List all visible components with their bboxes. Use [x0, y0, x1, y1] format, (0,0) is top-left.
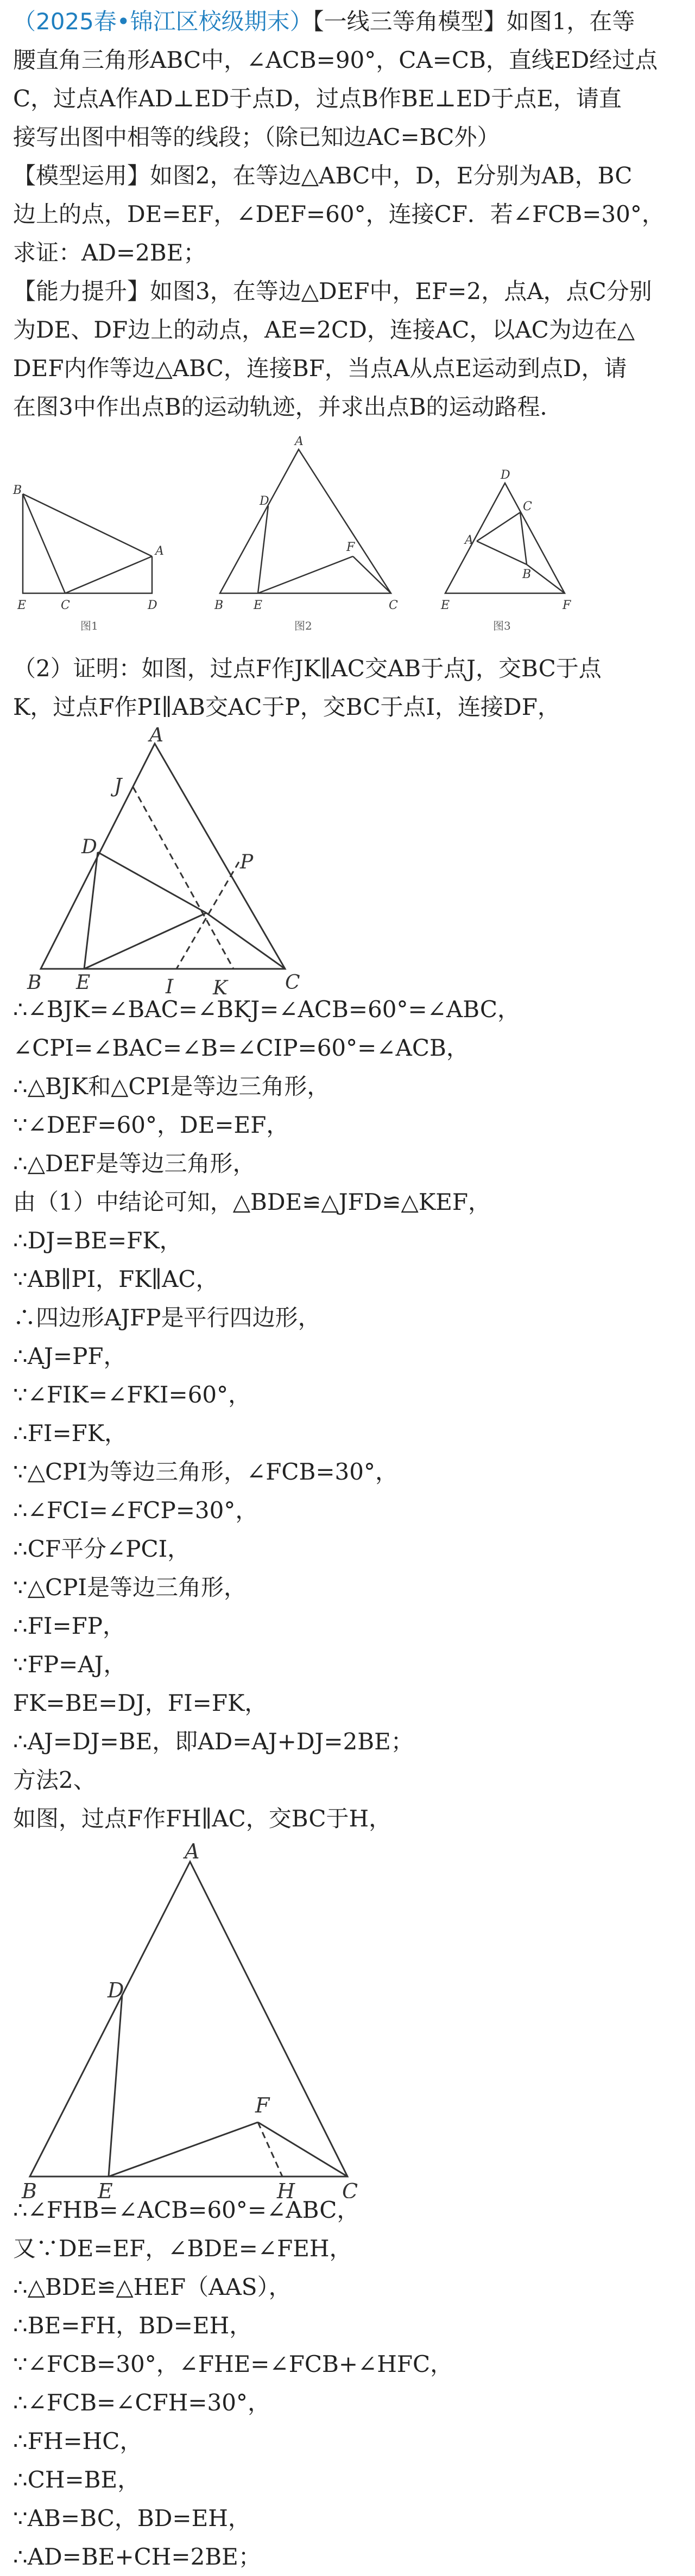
fig4-label-i: I [166, 976, 174, 998]
figure-4 [11, 727, 315, 999]
solution-step: ∵∠FIK=∠FKI=60°， [13, 1381, 251, 1408]
fig5-label-d: D [108, 1978, 124, 2002]
solution-step: ∠CPI=∠BAC=∠B=∠CIP=60°=∠ACB， [13, 1035, 469, 1061]
problem-line-10: DEF内作等边△ABC，连接BF，当点A从点E运动到点D，请 [13, 355, 627, 382]
solution-step: ∴FI=FK， [13, 1420, 128, 1446]
fig2-label-a: A [295, 435, 304, 448]
fig1-bc [23, 494, 65, 593]
fig4-label-p: P [240, 851, 254, 873]
solution-step: ∴∠FCI=∠FCP=30°， [13, 1497, 258, 1524]
fig3-label-a: A [465, 534, 473, 547]
fig3-label-b: B [522, 568, 532, 581]
solution-step: ∴△DEF是等边三角形， [13, 1150, 256, 1177]
solution-step: 如图，过点F作FH∥AC，交BC于H， [13, 1805, 392, 1832]
fig4-line-jk [133, 787, 233, 969]
fig4-label-e: E [76, 972, 91, 994]
problem-line-1 [13, 2, 665, 41]
fig1-ca [65, 556, 152, 593]
fig5-label-c: C [342, 2179, 358, 2198]
solution-step: ∴∠FHB=∠ACB=60°=∠ABC， [13, 2197, 360, 2223]
fig4-ef [84, 913, 206, 969]
solution-intro-2: K，过点F作PI∥AB交AC于P，交BC于点I，连接DF， [13, 694, 560, 720]
fig3-caption: 图3 [493, 619, 511, 632]
fig4-line-pi [176, 862, 239, 969]
fig4-label-b: B [27, 972, 42, 994]
fig3-bf [527, 564, 565, 593]
fig4-label-d: D [81, 836, 97, 858]
solution-step: ∴AJ=PF， [13, 1343, 127, 1369]
fig2-ef [258, 556, 353, 593]
problem-line-7: 求证：AD=2BE； [13, 239, 206, 266]
solution-step: ∴DJ=BE=FK， [13, 1227, 182, 1254]
fig3-triangle-def [445, 483, 565, 593]
fig4-label-k: K [213, 977, 228, 999]
solution-step: ∵AB∥PI，FK∥AC， [13, 1266, 219, 1292]
fig5-label-e: E [98, 2179, 113, 2198]
problem-line-6: 边上的点，DE=EF，∠DEF=60°，连接CF．若∠FCB=30°， [13, 201, 665, 227]
problem-line-11: 在图3中作出点B的运动轨迹，并求出点B的运动路程． [13, 394, 563, 420]
solution-step: ∴CH=BE， [13, 2466, 141, 2493]
solution-step: ∴四边形AJFP是平行四边形， [13, 1304, 321, 1331]
fig3-label-f: F [563, 599, 571, 612]
fig1-ba [23, 494, 152, 556]
solution-step: ∵AB=BC，BD=EH， [13, 2505, 251, 2531]
solution-step: FK=BE=DJ，FI=FK， [13, 1690, 268, 1716]
source-tag: （2025春•锦江区校级期末） [13, 8, 313, 35]
fig4-label-j: J [114, 775, 122, 797]
fig5-label-b: B [22, 2179, 37, 2198]
fig3-label-e: E [441, 599, 450, 612]
fig3-label-d: D [501, 468, 510, 482]
fig3-ab [477, 541, 527, 564]
fig2-label-d: D [260, 494, 269, 508]
figures-1-3 [11, 434, 690, 640]
fig1-label-b: B [13, 484, 22, 497]
fig1-label-a: A [155, 544, 164, 558]
fig2-label-b: B [214, 599, 224, 612]
solution-step: ∴∠FCB=∠CFH=30°， [13, 2389, 270, 2416]
fig5-label-h: H [277, 2179, 295, 2198]
fig5-de [109, 1995, 122, 2177]
solution-intro-1: （2）证明：如图，过点F作JK∥AC交AB于点J，交BC于点 [13, 655, 602, 682]
fig3-ac [477, 512, 520, 541]
fig4-label-c: C [285, 972, 300, 994]
fig5-triangle-abc [30, 1862, 348, 2177]
problem-line-8: 【能力提升】如图3，在等边△DEF中，EF=2，点A，点C分别 [13, 278, 652, 304]
fig2-fc [353, 556, 391, 593]
solution-step: ∵△CPI是等边三角形， [13, 1574, 247, 1601]
fig1-label-c: C [61, 599, 70, 612]
solution-step: 又∵DE=EF，∠BDE=∠FEH， [13, 2235, 352, 2262]
fig1-label-d: D [148, 599, 157, 612]
solution-step: ∴∠BJK=∠BAC=∠BKJ=∠ACB=60°=∠ABC， [13, 996, 521, 1023]
fig2-label-e: E [254, 599, 263, 612]
solution-step: ∴BE=FH，BD=EH， [13, 2312, 252, 2339]
solution-steps-2 [13, 2191, 453, 2576]
fig5-label-f: F [255, 2093, 270, 2117]
fig1-rect-edges [23, 494, 152, 593]
solution-step: ∵△CPI为等边三角形，∠FCB=30°， [13, 1458, 398, 1485]
fig2-triangle-abc [220, 449, 391, 593]
solution-step: ∴AJ=DJ=BE，即AD=AJ+DJ=2BE； [13, 1728, 414, 1755]
fig1-caption: 图1 [80, 619, 98, 632]
solution-step: ∴FI=FP， [13, 1613, 126, 1639]
fig4-label-a: A [149, 727, 163, 746]
fig2-caption: 图2 [294, 619, 312, 632]
solution-step: 由（1）中结论可知，△BDE≌△JFD≌△KEF， [13, 1189, 491, 1215]
fig2-label-c: C [389, 599, 398, 612]
problem-text: 【一线三等角模型】如图1，在等 [312, 8, 635, 35]
solution-step: ∴FH=HC， [13, 2428, 143, 2454]
solution-step: ∵∠DEF=60°，DE=EF， [13, 1112, 289, 1138]
solution-step: ∴CF平分∠PCI， [13, 1536, 191, 1562]
solution-step: 方法2、 [13, 1767, 96, 1793]
problem-line-3: C，过点A作AD⊥ED于点D，过点B作BE⊥ED于点E，请直 [13, 85, 622, 112]
fig1-label-e: E [17, 599, 27, 612]
problem-line-2: 腰直角三角形ABC中，∠ACB=90°，CA=CB，直线ED经过点 [13, 47, 658, 73]
solution-step: ∵FP=AJ， [13, 1651, 127, 1678]
fig2-de [258, 506, 268, 593]
solution-step: ∴AD=BE+CH=2BE； [13, 2543, 261, 2570]
fig4-df [98, 852, 206, 913]
solution-step: ∴△BJK和△CPI是等边三角形， [13, 1073, 330, 1100]
fig3-label-c: C [523, 500, 532, 513]
solution-step: ∴△BDE≌△HEF（AAS）， [13, 2274, 292, 2300]
fig5-label-a: A [185, 1840, 200, 1863]
problem-line-9: 为DE、DF边上的动点，AE=2CD，连接AC，以AC为边在△ [13, 316, 635, 343]
solution-steps [13, 990, 520, 1838]
fig5-ef [109, 2122, 258, 2177]
figure-5 [11, 1840, 380, 2198]
problem-line-5: 【模型运用】如图2，在等边△ABC中，D，E分别为AB，BC [13, 162, 633, 189]
problem-line-4: 接写出图中相等的线段；（除已知边AC=BC外） [13, 124, 500, 150]
solution-step: ∵∠FCB=30°，∠FHE=∠FCB+∠HFC， [13, 2351, 453, 2377]
fig2-label-f: F [346, 541, 355, 554]
